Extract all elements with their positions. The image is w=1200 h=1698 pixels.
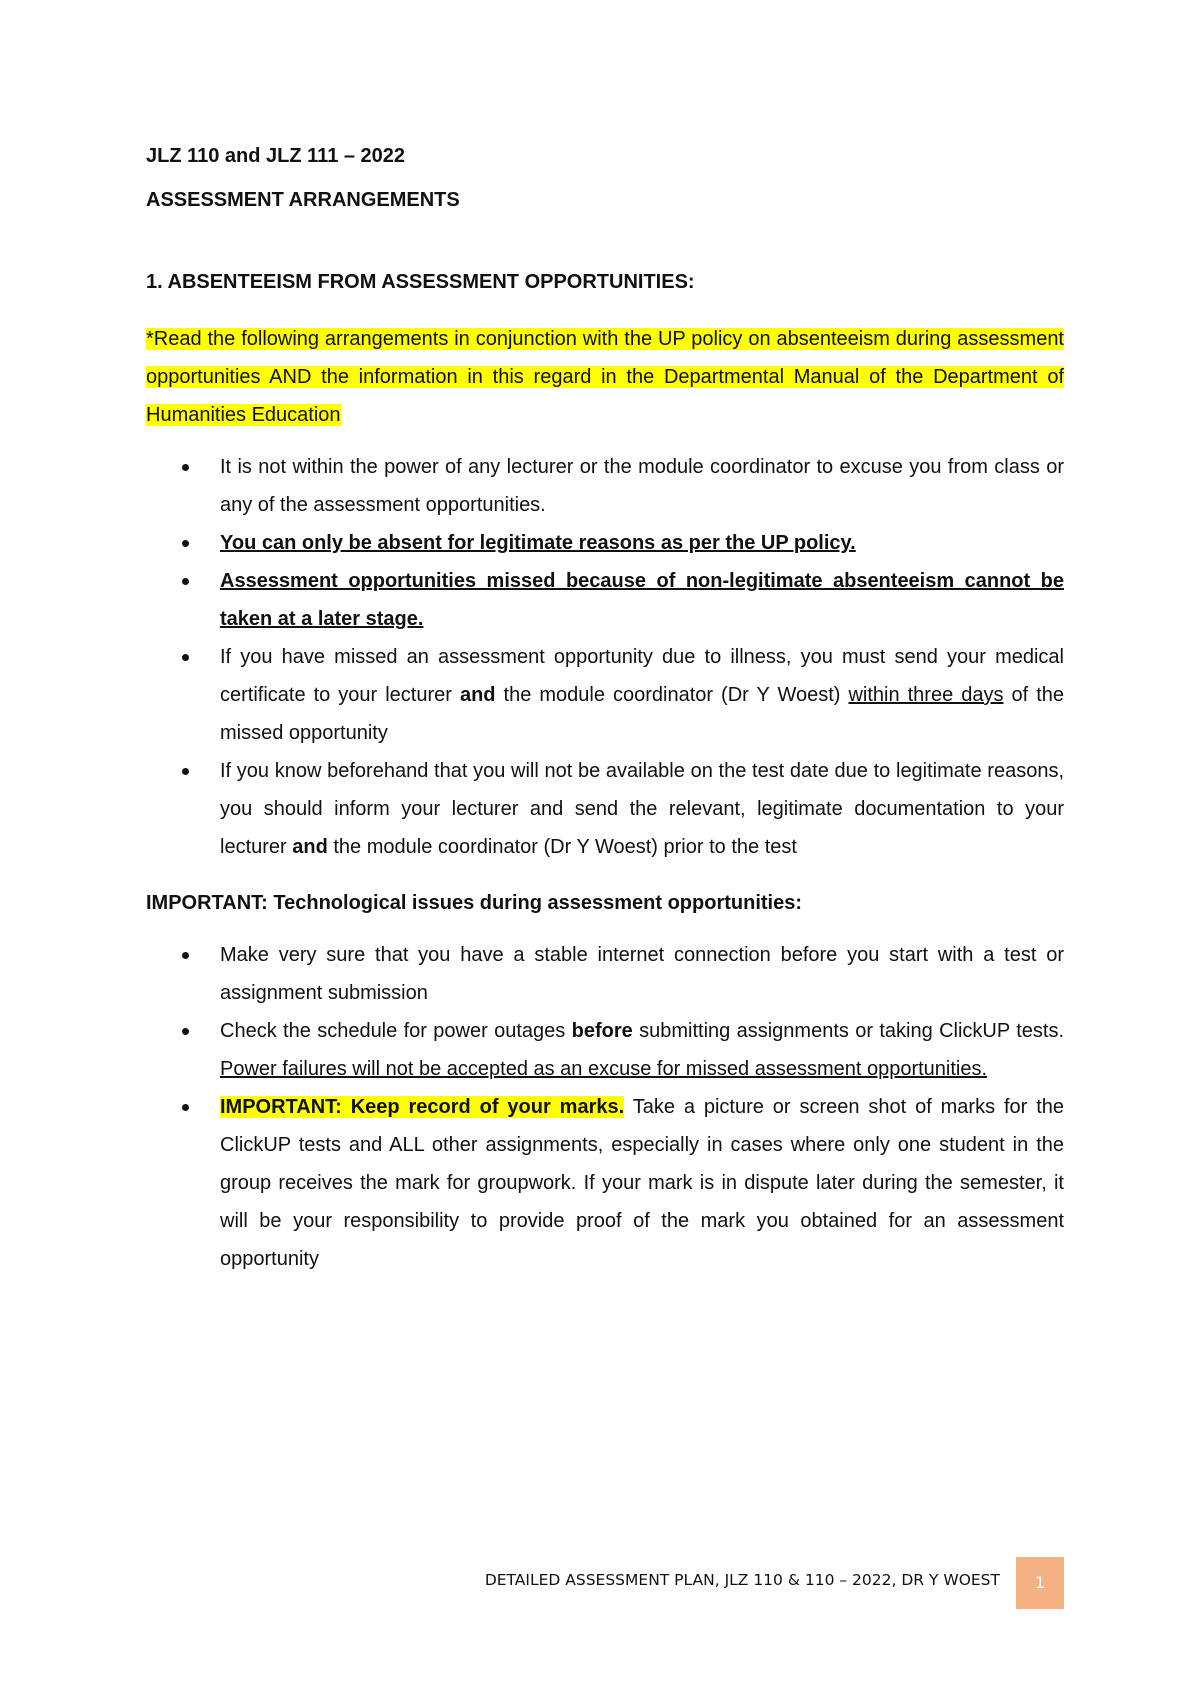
policy-note bbox=[146, 320, 1064, 434]
list-item-text: It is not within the power of any lecturer or the module coordinator to excuse you from class or any of the assessment opportunities. bbox=[220, 456, 1064, 516]
list-item bbox=[146, 1012, 1064, 1088]
list-item-text: of the missed opportunity bbox=[220, 684, 1065, 744]
list-item-text: If you know beforehand that you will not be available on the test date due to legitimate reasons, you should inform your lecturer and send the relevant, legitimate documentation to your lecturer bbox=[220, 760, 1064, 858]
bullet-icon bbox=[182, 464, 189, 471]
tech-issues-list bbox=[146, 936, 1064, 1278]
list-item-text: Assessment opportunities missed because of non-legitimate absenteeism cannot be taken at a later stage. bbox=[220, 570, 1064, 630]
list-item bbox=[146, 1088, 1064, 1278]
document-subtitle: ASSESSMENT ARRANGEMENTS bbox=[146, 189, 460, 211]
list-item bbox=[146, 752, 1064, 866]
list-item-text: Make very sure that you have a stable internet connection before you start with a test or assignment submission bbox=[220, 944, 1064, 1004]
emphasis-and: and bbox=[292, 836, 328, 858]
section-heading-absenteeism: 1. ABSENTEEISM FROM ASSESSMENT OPPORTUNITIES: bbox=[146, 271, 695, 293]
list-item bbox=[146, 524, 1064, 562]
bullet-icon bbox=[182, 952, 189, 959]
list-item-text: If you have missed an assessment opportunity due to illness, you must send your medical certificate to your lecturer bbox=[220, 646, 1064, 706]
emphasis-and: and bbox=[459, 684, 496, 706]
underlined-deadline: within three days bbox=[848, 684, 1004, 706]
list-item bbox=[146, 638, 1064, 752]
absenteeism-list bbox=[146, 448, 1064, 866]
document-title: JLZ 110 and JLZ 111 – 2022 bbox=[146, 145, 406, 167]
bullet-icon bbox=[182, 768, 189, 775]
page-footer bbox=[0, 1553, 1200, 1609]
list-item-text: You can only be absent for legitimate reasons as per the UP policy. bbox=[220, 532, 856, 554]
list-item-text: Check the schedule for power outages bbox=[220, 1020, 572, 1042]
highlighted-note-text: *Read the following arrangements in conjunction with the UP policy on absenteeism during assessment opportunities AND the information in this regard in the Departmental Manual of the Department of Humanities Education bbox=[146, 328, 1064, 426]
list-item-text: Take a picture or screen shot of marks for the ClickUP tests and ALL other assignments, especially in cases where only one student in the group receives the mark for groupwork. If your mark is in dispute later during the semester, it will be your responsibility to provide proof of the mark you obtained for an assessment opportunity bbox=[220, 1096, 1065, 1270]
bullet-icon bbox=[182, 578, 189, 585]
bullet-icon bbox=[182, 654, 189, 661]
footer-text: DETAILED ASSESSMENT PLAN, JLZ 110 & 110 – 2022, DR Y WOEST bbox=[484, 1571, 1000, 1589]
underlined-warning: Power failures will not be accepted as an excuse for missed assessment opportunities. bbox=[220, 1058, 988, 1080]
highlighted-important: IMPORTANT: Keep record of your marks. bbox=[220, 1096, 625, 1118]
list-item-text: the module coordinator (Dr Y Woest) bbox=[495, 684, 849, 706]
list-item bbox=[146, 562, 1064, 638]
tech-issues-heading: IMPORTANT: Technological issues during assessment opportunities: bbox=[146, 892, 803, 914]
emphasis-before: before bbox=[571, 1020, 633, 1042]
list-item-text: the module coordinator (Dr Y Woest) prior to the test bbox=[327, 836, 797, 858]
list-item-text: submitting assignments or taking ClickUP tests. bbox=[632, 1020, 1064, 1042]
bullet-icon bbox=[182, 1104, 189, 1111]
bullet-icon bbox=[182, 540, 189, 547]
bullet-icon bbox=[182, 1028, 189, 1035]
page-number-badge: 1 bbox=[1016, 1557, 1064, 1609]
list-item bbox=[146, 936, 1064, 1012]
list-item bbox=[146, 448, 1064, 524]
document-body bbox=[146, 144, 1064, 1278]
